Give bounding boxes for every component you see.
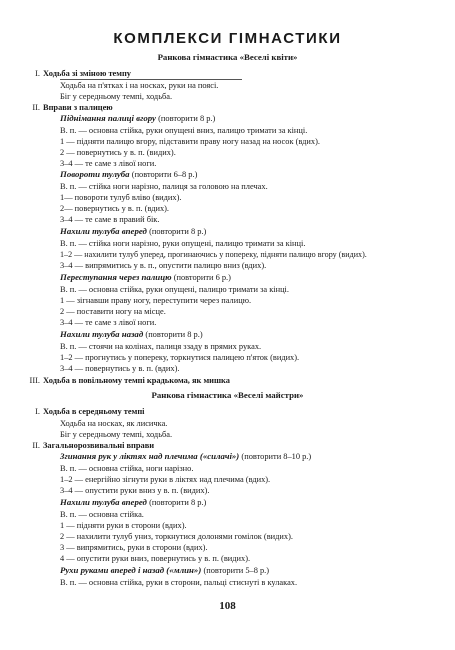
- text-line: 2— повернутись у в. п. (вдих).: [60, 204, 170, 213]
- text-line: 2 — поставити ногу на місце.: [60, 307, 166, 316]
- exercise-title: Нахили тулуба вперед (повторити 8 р.): [60, 497, 207, 507]
- part-heading: I. Ходьба зі зміною темпу: [35, 69, 131, 78]
- text-line: 1–2 — енергійно зігнути руки в ліктях над плечима (вдих).: [60, 475, 271, 484]
- page-title: КОМПЛЕКСИ ГІМНАСТИКИ: [113, 30, 342, 47]
- text-line: 4 — опустити руки вниз, повернутись у в. п. (видих).: [60, 554, 251, 563]
- text-line: 1 — підняти руки в сторони (вдих).: [60, 521, 187, 530]
- text-line: В. п. — стійка ноги нарізно, руки опущені, палицю тримати за кінці.: [60, 239, 306, 248]
- exercise-title: Піднімання палиці вгору (повторити 8 р.): [60, 113, 216, 123]
- page-number: 108: [219, 600, 236, 612]
- text-line: 1–2 — нахилити тулуб уперед, прогинаючись у попереку, підняти палицю вгору (видих).: [60, 250, 367, 259]
- text-line: Ходьба на п'ятках і на носках, руки на поясі.: [60, 81, 219, 90]
- text-line: В. п. — основна стійка, руки в сторони, пальці стиснуті в кулаках.: [60, 578, 298, 587]
- text-line: 2 — нахилити тулуб униз, торкнутися долонями гомілок (видих).: [60, 532, 293, 541]
- text-line: 1–2 — прогнутись у попереку, торкнутися палицею п'яток (видих).: [60, 353, 300, 362]
- text-line: В. п. — основна стійка, ноги нарізно.: [60, 464, 194, 473]
- exercise-title: Повороти тулуба (повторити 6–8 р.): [60, 169, 198, 179]
- text-line: 1 — підняти палицю вгору, підставити праву ногу назад на носок (вдих).: [60, 137, 320, 146]
- part-heading: I. Ходьба в середньому темпі: [35, 407, 145, 416]
- text-line: 2 — повернутись у в. п. (видих).: [60, 148, 176, 157]
- text-line: 3–4 — те саме з лівої ноги.: [60, 318, 157, 327]
- text-line: 3–4 — опустити руки вниз у в. п. (видих).: [60, 486, 210, 495]
- text-line: В. п. — стоячи на колінах, палиця ззаду в прямих руках.: [60, 342, 262, 351]
- text-line: Ходьба на носках, як лисичка.: [60, 419, 168, 428]
- text-line: 3–4 — те саме в правий бік.: [60, 215, 160, 224]
- text-line: В. п. — основна стійка.: [60, 510, 144, 519]
- text-line: 1— повороти тулуб вліво (видих).: [60, 193, 182, 202]
- part-heading: II. Загальнорозвивальні вправи: [32, 441, 155, 450]
- section-heading: Ранкова гімнастика «Веселі майстри»: [151, 390, 304, 400]
- text-line: В. п. — основна стійка, руки опущені вниз, палицю тримати за кінці.: [60, 126, 308, 135]
- text-line: 3–4 — те саме з лівої ноги.: [60, 159, 157, 168]
- text-line: В. п. — основна стійка, руки опущені, палицю тримати за кінці.: [60, 285, 289, 294]
- text-line: 3–4 — випрямитись у в. п., опустити палицю вниз (вдих).: [60, 261, 267, 270]
- exercise-title: Згинання рук у ліктях над плечима («силачі») (повторити 8–10 р.): [60, 451, 312, 461]
- part-heading: III. Ходьба в повільному темпі крадькома, як мишка: [29, 376, 230, 385]
- text-line: 1 — зігнавши праву ногу, переступити через палицю.: [60, 296, 252, 305]
- exercise-title: Нахили тулуба назад (повторити 8 р.): [60, 329, 203, 339]
- exercise-title: Переступання через палицю (повторити 6 р.): [60, 272, 231, 282]
- text-line: Біг у середньому темпі, ходьба.: [60, 92, 173, 101]
- section-heading: Ранкова гімнастика «Веселі квіти»: [157, 52, 298, 62]
- text-line: 3–4 — повернутись у в. п. (вдих).: [60, 364, 180, 373]
- exercise-title: Нахили тулуба вперед (повторити 8 р.): [60, 226, 207, 236]
- text-line: В. п. — стійка ноги нарізно, палиця за головою на плечах.: [60, 182, 268, 191]
- exercise-title: Рухи руками вперед і назад («млин») (повторити 5–8 р.): [60, 565, 270, 575]
- text-line: 3 — випрямитись, руки в сторони (вдих).: [60, 543, 208, 552]
- text-line: Біг у середньому темпі, ходьба.: [60, 430, 173, 439]
- part-heading: II. Вправи з палицею: [32, 103, 113, 112]
